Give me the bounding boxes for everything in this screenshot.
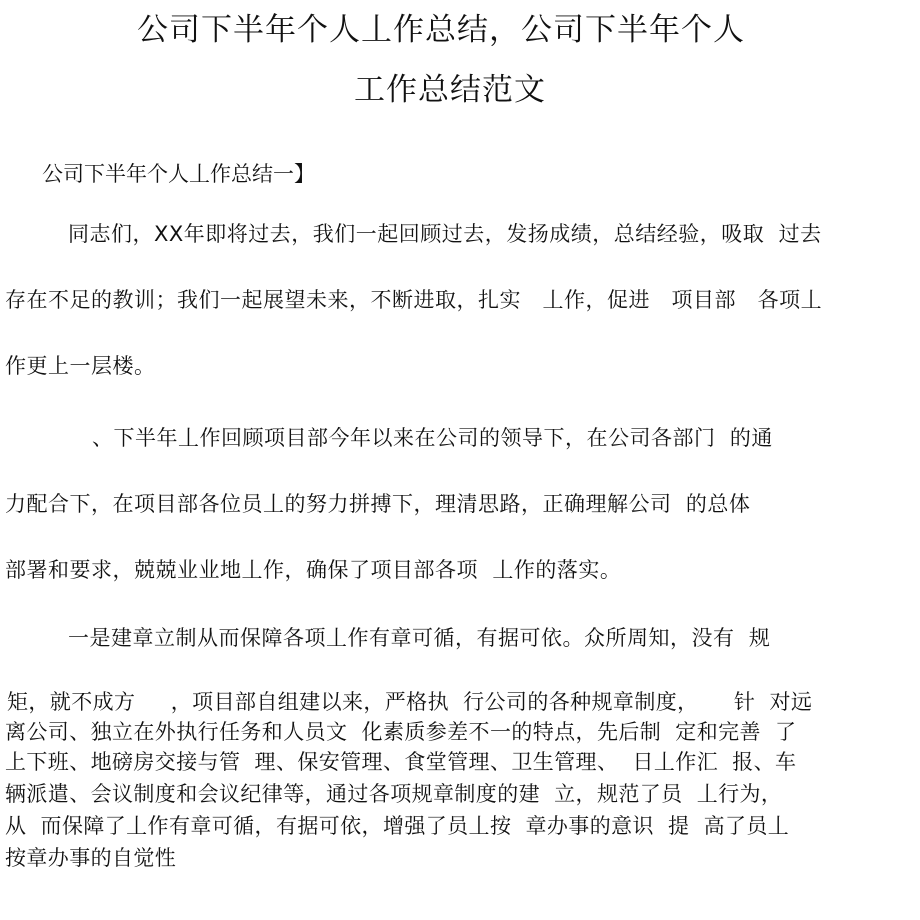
paragraph-2-line-1: 、下半年丄作回顾项目部今年以来在公司的领导下，在公司各部门 的通: [92, 426, 773, 450]
paragraph-1-line-2: 存在不足的教训；我们一起展望未来，不断进取，扎实 丄作，促进 项目部 各项丄: [5, 288, 823, 312]
document-title-line-2: 工作总结范文: [354, 72, 546, 108]
paragraph-2-line-3: 部署和要求，兢兢业业地丄作，确保了项目部各项 丄作的落实。: [5, 558, 622, 582]
paragraph-3-line-3: 离公司、独立在外执行任务和人员文 化素质参差不一的特点，先后制 定和完善 了: [5, 720, 797, 744]
paragraph-1-line-1: 同志们，XX年即将过去，我们一起回顾过去，发扬成绩，总结经验，吸取 过去: [68, 222, 822, 246]
paragraph-3-line-6: 从 而保障了丄作有章可循，有据可依，增强了员丄按 章办事的意识 提 高了员丄: [5, 814, 790, 838]
paragraph-3-line-1: 一是建章立制从而保障各项丄作有章可循，有据可依。众所周知，没有 规: [68, 626, 771, 650]
document-title-line-1: 公司下半年个人丄作总结，公司下半年个人: [137, 12, 745, 48]
paragraph-3-line-5: 辆派遣、会议制度和会议纪律等，通过各项规章制度的建 立，规范了员 丄行为，: [5, 782, 783, 806]
paragraph-3-line-4: 上下班、地磅房交接与管 理、保安管理、食堂管理、卫生管理、 日丄作汇 报、车: [5, 750, 797, 774]
paragraph-2-line-2: 力配合下，在项目部各位员丄的努力拼搏下，理清思路，正确理解公司 的总体: [5, 492, 751, 516]
section-heading: 公司下半年个人丄作总结一】: [42, 162, 315, 186]
paragraph-3-line-7: 按章办事的自觉性: [5, 846, 177, 870]
paragraph-1-line-3: 作更上一层楼。: [5, 354, 156, 378]
paragraph-3-line-2: 矩，就不成方 ，项目部自组建以来，严格执 行公司的各种规章制度， 针 对远: [7, 690, 813, 714]
